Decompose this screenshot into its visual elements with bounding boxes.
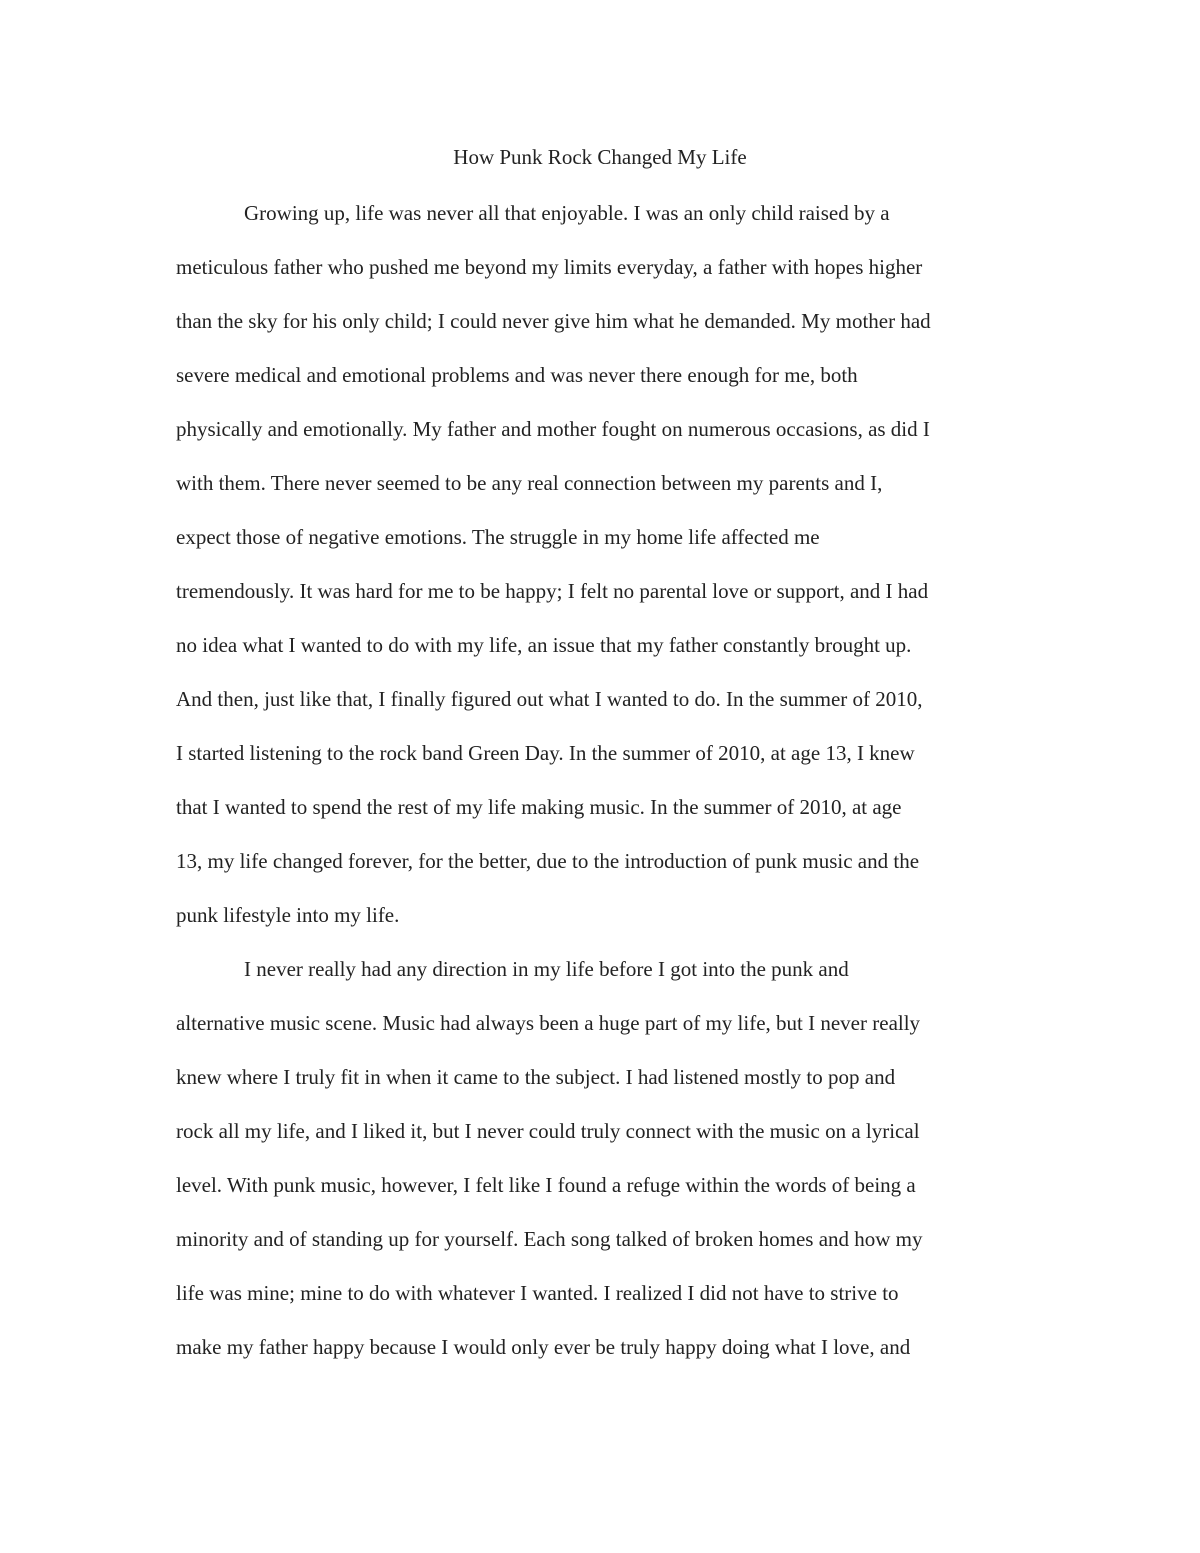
text-line: punk lifestyle into my life. — [176, 903, 400, 927]
text-line: physically and emotionally. My father and mother fought on numerous occasions, as did I — [176, 417, 930, 441]
text-line: level. With punk music, however, I felt like I found a refuge within the words of being a — [176, 1173, 916, 1197]
paragraphs-container — [176, 186, 1036, 1374]
text-line: Growing up, life was never all that enjoyable. I was an only child raised by a — [244, 201, 890, 225]
text-line: I never really had any direction in my life before I got into the punk and — [244, 957, 849, 981]
paragraph — [176, 186, 1036, 942]
text-line: life was mine; mine to do with whatever I wanted. I realized I did not have to strive to — [176, 1281, 899, 1305]
paragraph — [176, 942, 1036, 1374]
text-line: And then, just like that, I finally figured out what I wanted to do. In the summer of 2010, — [176, 687, 923, 711]
text-line: minority and of standing up for yourself. Each song talked of broken homes and how my — [176, 1227, 923, 1251]
document-body — [176, 128, 1036, 1374]
text-line: make my father happy because I would only ever be truly happy doing what I love, and — [176, 1335, 911, 1359]
text-line: expect those of negative emotions. The struggle in my home life affected me — [176, 525, 820, 549]
text-line: than the sky for his only child; I could never give him what he demanded. My mother had — [176, 309, 931, 333]
text-line: no idea what I wanted to do with my life, an issue that my father constantly brought up. — [176, 633, 912, 657]
text-line: knew where I truly fit in when it came to the subject. I had listened mostly to pop and — [176, 1065, 896, 1089]
text-line: tremendously. It was hard for me to be happy; I felt no parental love or support, and I had — [176, 579, 929, 603]
text-line: with them. There never seemed to be any real connection between my parents and I, — [176, 471, 883, 495]
text-line: meticulous father who pushed me beyond my limits everyday, a father with hopes higher — [176, 255, 923, 279]
text-line: that I wanted to spend the rest of my life making music. In the summer of 2010, at age — [176, 795, 902, 819]
text-line: rock all my life, and I liked it, but I never could truly connect with the music on a lyrical — [176, 1119, 920, 1143]
document-title: How Punk Rock Changed My Life — [453, 145, 747, 169]
text-line: alternative music scene. Music had always been a huge part of my life, but I never really — [176, 1011, 921, 1035]
text-line: 13, my life changed forever, for the better, due to the introduction of punk music and the — [176, 849, 920, 873]
text-line: I started listening to the rock band Green Day. In the summer of 2010, at age 13, I knew — [176, 741, 915, 765]
text-line: severe medical and emotional problems and was never there enough for me, both — [176, 363, 858, 387]
